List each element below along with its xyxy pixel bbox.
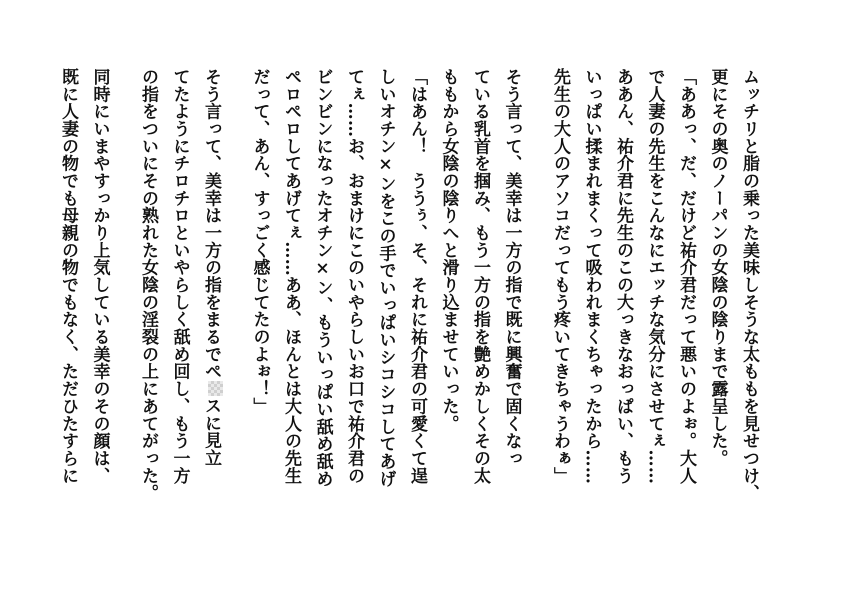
text-line: 「はあん！ ううぅ、そ、それに祐介君の可愛くて逞 [407,68,427,485]
text-line: ている乳首を掴み、もう一方の指を艶めかしくその太 [470,68,490,485]
text-line: ビンビンになったオチン×ン、もういっぱい舐め舐め [312,68,333,488]
text-line: そう言って、美幸は一方の指で既に興奮で固くなっ [501,68,522,467]
text-line: てぇ……お、おまけにこのいやらしいお口で祐介君の [344,68,364,485]
text-line: 「ああっ、だ、だけど祐介君だって悪いのよぉ。大人 [676,68,696,485]
text-line: ムッチリと脂の乗った美味しそうな太ももを見せつけ、 [739,68,759,502]
text-line: の指をついにその熟れた女陰の淫裂の上にあてがった。 [138,68,158,502]
text-line: 更にその奥のノーパンの女陰の陰りまで露呈した。 [707,68,728,467]
text-line: しいオチン×ンをこの手でいっぱいシコシコしてあげ [375,68,396,488]
text-line: 同時にいまやすっかり上気している美幸のその顔は、 [89,68,110,485]
mosaic-censor-icon [208,381,223,396]
text-line: いっぱい揉まれまくって吸われまくちゃったから…… [581,68,602,485]
text-line: ももから女陰の陰りへと滑り込ませていった。 [438,68,459,433]
vertical-text-body [58,68,764,538]
text-line-with-mosaic [195,68,244,538]
text-fragment: そう言って、美幸は一方の指をまるでペ [201,68,221,381]
text-line: てたようにチロチロといやらしく舐め回し、もう一方 [169,68,190,485]
text-line: だって、あん、すっごく感じてたのよぉ！」 [249,68,270,415]
text-line: ペロペロしてあげてぇ……ああ、ほんとは大人の先生 [281,68,301,485]
text-line: 既に人妻の物でも母親の物でもなく、ただひたすらに [58,68,78,485]
text-line: で人妻の先生をこんなにエッチな気分にさせてぇ…… [644,68,665,485]
text-line: ああん、祐介君に先生のこの大っきなおっぱい、もう [613,68,633,485]
text-fragment: スに見立 [201,397,221,467]
text-line: 先生の大人のアソコだってもう疼いてきちゃうわぁ」 [550,68,570,485]
